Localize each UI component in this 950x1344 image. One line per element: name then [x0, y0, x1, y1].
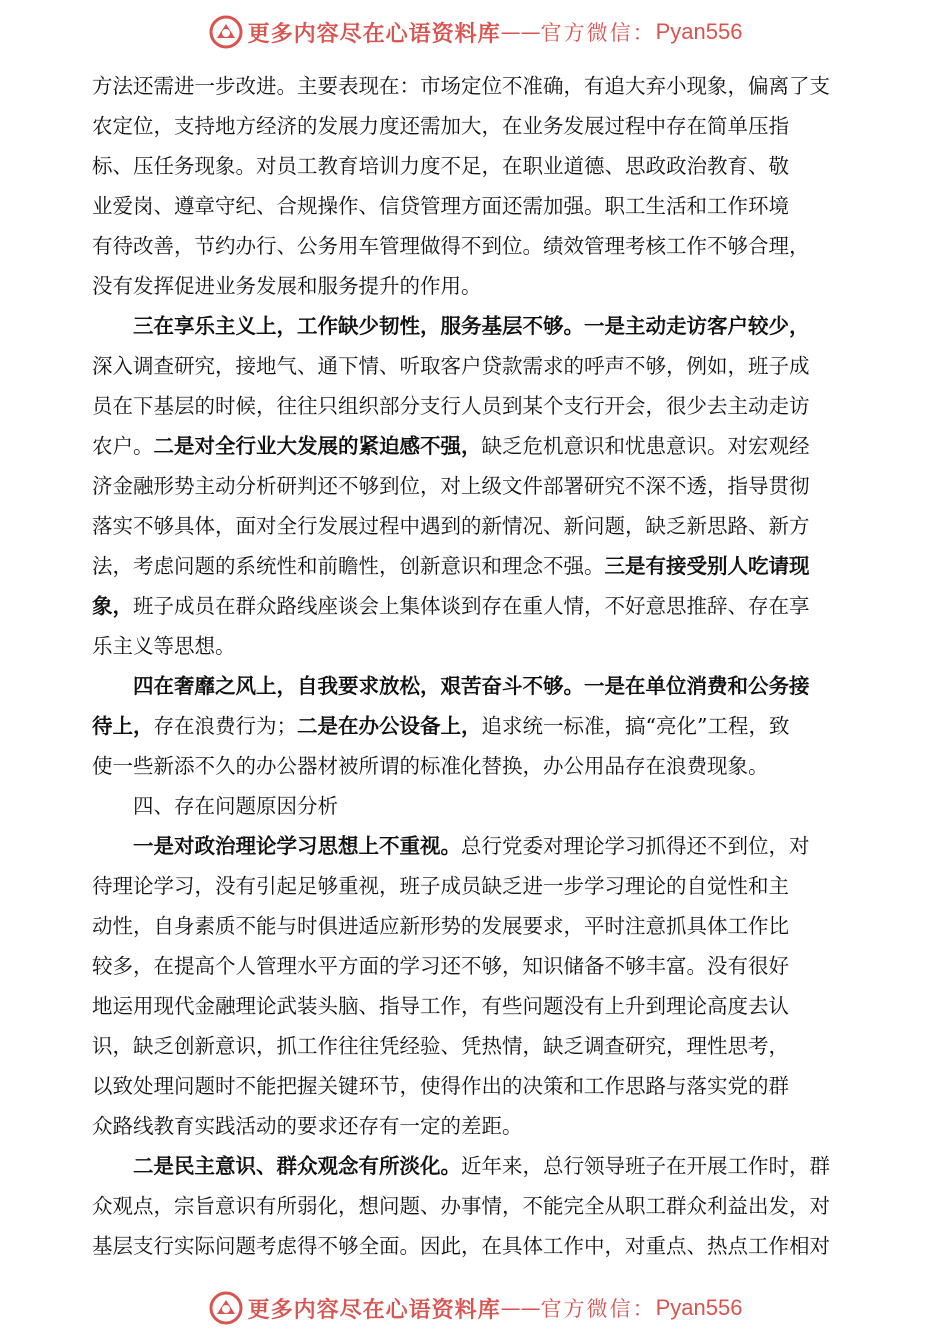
text-run: 追求统一标准，搞“亮化”工程，致 [481, 714, 790, 738]
text-line [92, 546, 876, 586]
banner-separator: —— [500, 20, 541, 44]
bold-text: 二是对全行业大发展的紧迫感不强， [153, 434, 482, 458]
text-line: 业爱岗、遵章守纪、合规操作、信贷管理方面还需加强。职工生活和工作环境 [92, 194, 789, 218]
text-line: 识，缺乏创新意识，抓工作往往凭经验、凭热情，缺乏调查研究，理性思考， [92, 1034, 789, 1058]
text-line: 有待改善，节约办行、公务用车管理做得不到位。绩效管理考核工作不够合理， [92, 234, 810, 258]
text-run: 农户。 [92, 434, 154, 458]
text-run: 班子成员在群众路线座谈会上集体谈到存在重人情，不好意思推辞、存在享 [133, 594, 810, 618]
text-line [92, 826, 876, 866]
footer-banner [0, 1288, 950, 1328]
section-heading: 四、存在问题原因分析 [133, 794, 338, 818]
wechat-id: Pyan556 [655, 1295, 743, 1320]
paragraph-3 [92, 666, 876, 786]
text-line: 待理论学习，没有引起足够重视，班子成员缺乏进一步学习理论的自觉性和主 [92, 874, 789, 898]
text-line: 动性，自身素质不能与时俱进适应新形势的发展要求，平时注意抓具体工作比 [92, 914, 789, 938]
text-run: 近年来，总行领导班子在开展工作时，群 [461, 1154, 830, 1178]
bold-text: 三是有接受别人吃请现 [604, 554, 810, 578]
text-line: 农定位，支持地方经济的发展力度还需加大，在业务发展过程中存在简单压指 [92, 114, 789, 138]
banner-title: 更多内容尽在心语资料库 [247, 21, 501, 47]
bold-text: 四在奢靡之风上，自我要求放松，艰苦奋斗不够。一是在单位消费和公务接 [133, 674, 810, 698]
text-line [92, 586, 876, 626]
text-line: 基层支行实际问题考虑得不够全面。因此，在具体工作中，对重点、热点工作相对 [92, 1234, 830, 1258]
text-line [92, 706, 876, 746]
text-run: 存在浪费行为； [153, 714, 297, 738]
text-run: 缺乏危机意识和忧患意识。对宏观经 [481, 434, 810, 458]
bold-text: 二是民主意识、群众观念有所淡化。 [133, 1154, 461, 1178]
text-line [92, 426, 876, 466]
text-line: 较多，在提高个人管理水平方面的学习还不够，知识储备不够丰富。没有很好 [92, 954, 789, 978]
text-line: 标、压任务现象。对员工教育培训力度不足，在职业道德、思政政治教育、敬 [92, 154, 789, 178]
bold-text: 二是在办公设备上， [297, 714, 482, 738]
header-banner [0, 12, 950, 52]
text-line: 济金融形势主动分析研判还不够到位，对上级文件部署研究不深不透，指导贯彻 [92, 474, 810, 498]
text-line: 地运用现代金融理论武装头脑、指导工作，有些问题没有上升到理论高度去认 [92, 994, 789, 1018]
logo-icon [208, 14, 244, 50]
logo-icon [208, 1290, 244, 1326]
text-line: 没有发挥促进业务发展和服务提升的作用。 [92, 274, 482, 298]
text-line: 乐主义等思想。 [92, 634, 236, 658]
text-run: 总行党委对理论学习抓得还不到位，对 [461, 834, 810, 858]
paragraph-4 [92, 826, 876, 1146]
text-line [92, 666, 876, 706]
bold-text: 一是对政治理论学习思想上不重视。 [133, 834, 461, 858]
text-line: 方法还需进一步改进。主要表现在：市场定位不准确，有追大弃小现象，偏离了支 [92, 74, 830, 98]
text-run: 法，考虑问题的系统性和前瞻性，创新意识和理念不强。 [92, 554, 605, 578]
text-line: 众观点，宗旨意识有所弱化，想问题、办事情，不能完全从职工群众利益出发，对 [92, 1194, 830, 1218]
banner-separator: —— [500, 1296, 541, 1320]
paragraph-1 [92, 66, 876, 306]
text-line [92, 306, 876, 346]
text-line [92, 1146, 876, 1186]
text-line: 使一些新添不久的办公器材被所谓的标准化替换，办公用品存在浪费现象。 [92, 754, 769, 778]
text-line: 深入调查研究，接地气、通下情、听取客户贷款需求的呼声不够，例如，班子成 [92, 354, 810, 378]
text-line: 以致处理问题时不能把握关键环节，使得作出的决策和工作思路与落实党的群 [92, 1074, 789, 1098]
document-body [92, 66, 876, 1266]
paragraph-5 [92, 1146, 876, 1266]
bold-text: 象， [92, 594, 133, 618]
text-line: 众路线教育实践活动的要求还存有一定的差距。 [92, 1114, 523, 1138]
wechat-label: 官方微信： [540, 1297, 656, 1321]
bold-text: 三在享乐主义上，工作缺少韧性，服务基层不够。一是主动走访客户较少， [133, 314, 810, 338]
text-line: 落实不够具体，面对全行发展过程中遇到的新情况、新问题，缺乏新思路、新方 [92, 514, 810, 538]
wechat-id: Pyan556 [655, 19, 743, 44]
wechat-label: 官方微信： [540, 21, 656, 45]
paragraph-2 [92, 306, 876, 666]
text-line: 员在下基层的时候，往往只组织部分支行人员到某个支行开会，很少去主动走访 [92, 394, 810, 418]
bold-text: 待上， [92, 714, 154, 738]
banner-title: 更多内容尽在心语资料库 [247, 1297, 501, 1323]
